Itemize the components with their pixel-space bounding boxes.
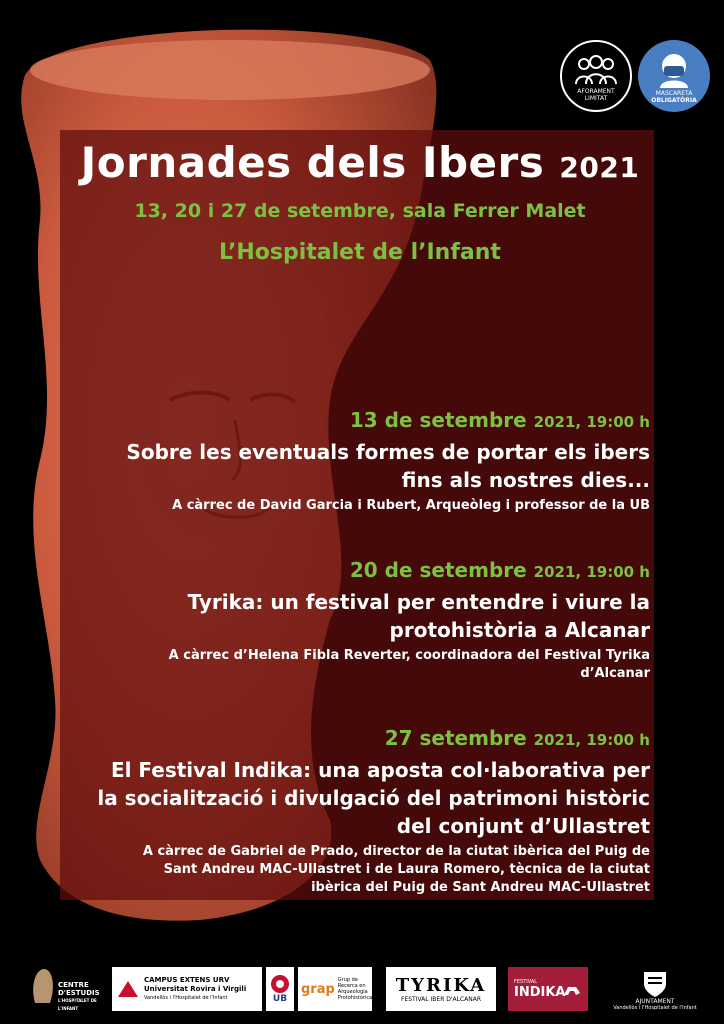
event-dates: 13, 20 i 27 de setembre, sala Ferrer Malet: [134, 200, 586, 222]
event-2-title: Tyrika: un festival per entendre i viure la protohistòria a Alcanar: [187, 590, 650, 642]
tyrika-logo: TYRIKA FESTIVAL IBER D'ALCANAR: [386, 967, 496, 1011]
aforament-line2: LIMITAT: [584, 95, 608, 102]
horse-rider-icon: [562, 979, 582, 999]
mascareta-line2: OBLIGATÒRIA: [651, 97, 697, 104]
event-1-date: 13 de setembre 2021, 19:00 h: [349, 408, 650, 432]
centre-estudis-logo: CENTRE D'ESTUDIS L'HOSPITALET DE L'INFANT: [30, 961, 106, 1017]
ajuntament-logo: AJUNTAMENT Vandellòs i l'Hospitalet de l'Infant: [610, 957, 700, 1021]
event-place: L’Hospitalet de l’Infant: [219, 240, 501, 265]
event-1-speaker: A càrrec de David Garcia i Rubert, Arqueòleg i professor de la UB: [172, 498, 650, 513]
event-title: [70, 138, 650, 187]
mascareta-line1: MASCARETA: [655, 90, 693, 97]
event-3-title: El Festival Indika: una aposta col·laborativa per la socialització i divulgació del patrimoni històric del conjunt d’Ullastret: [97, 758, 650, 838]
urv-logo: CAMPUS EXTENS URV Universitat Rovira i Virgili Vandellòs i l'Hospitalet de l'Infant: [112, 967, 262, 1011]
head-icon: [30, 965, 56, 1005]
event-3: [80, 726, 650, 897]
municipal-shield-icon: [642, 968, 668, 998]
event-3-speaker: A càrrec de Gabriel de Prado, director de la ciutat ibèrica del Puig de Sant Andreu MAC-Ullastret i de Laura Romero, tècnica de la ciutat ibèrica del Puig de Sant Andreu MAC-Ullastret: [142, 844, 650, 895]
event-3-date: 27 setembre 2021, 19:00 h: [384, 726, 650, 750]
ub-roundel-icon: [270, 974, 290, 994]
mask-required-badge: [638, 40, 710, 112]
people-icon: [574, 54, 618, 88]
event-2-speaker: A càrrec d’Helena Fibla Reverter, coordinadora del Festival Tyrika d’Alcanar: [168, 648, 650, 681]
event-1-title: Sobre les eventuals formes de portar els ibers fins als nostres dies...: [126, 440, 650, 492]
title-year: 2021: [559, 151, 640, 184]
event-2-date: 20 de setembre 2021, 19:00 h: [349, 558, 650, 582]
limited-capacity-badge: [560, 40, 632, 112]
ub-logo: UB: [266, 967, 294, 1011]
aforament-line1: AFORAMENT: [577, 88, 615, 95]
sponsor-footer: [0, 955, 724, 1024]
title-text: Jornades dels Ibers: [80, 138, 545, 187]
urv-symbol-icon: [116, 977, 140, 1001]
indika-logo: FESTIVAL INDIKA: [508, 967, 588, 1011]
event-2: [80, 558, 650, 683]
event-1: [80, 408, 650, 515]
grap-logo: grap Grup de Recerca en Arqueologia Protohistòrica: [298, 967, 372, 1011]
face-mask-icon: [656, 52, 692, 88]
